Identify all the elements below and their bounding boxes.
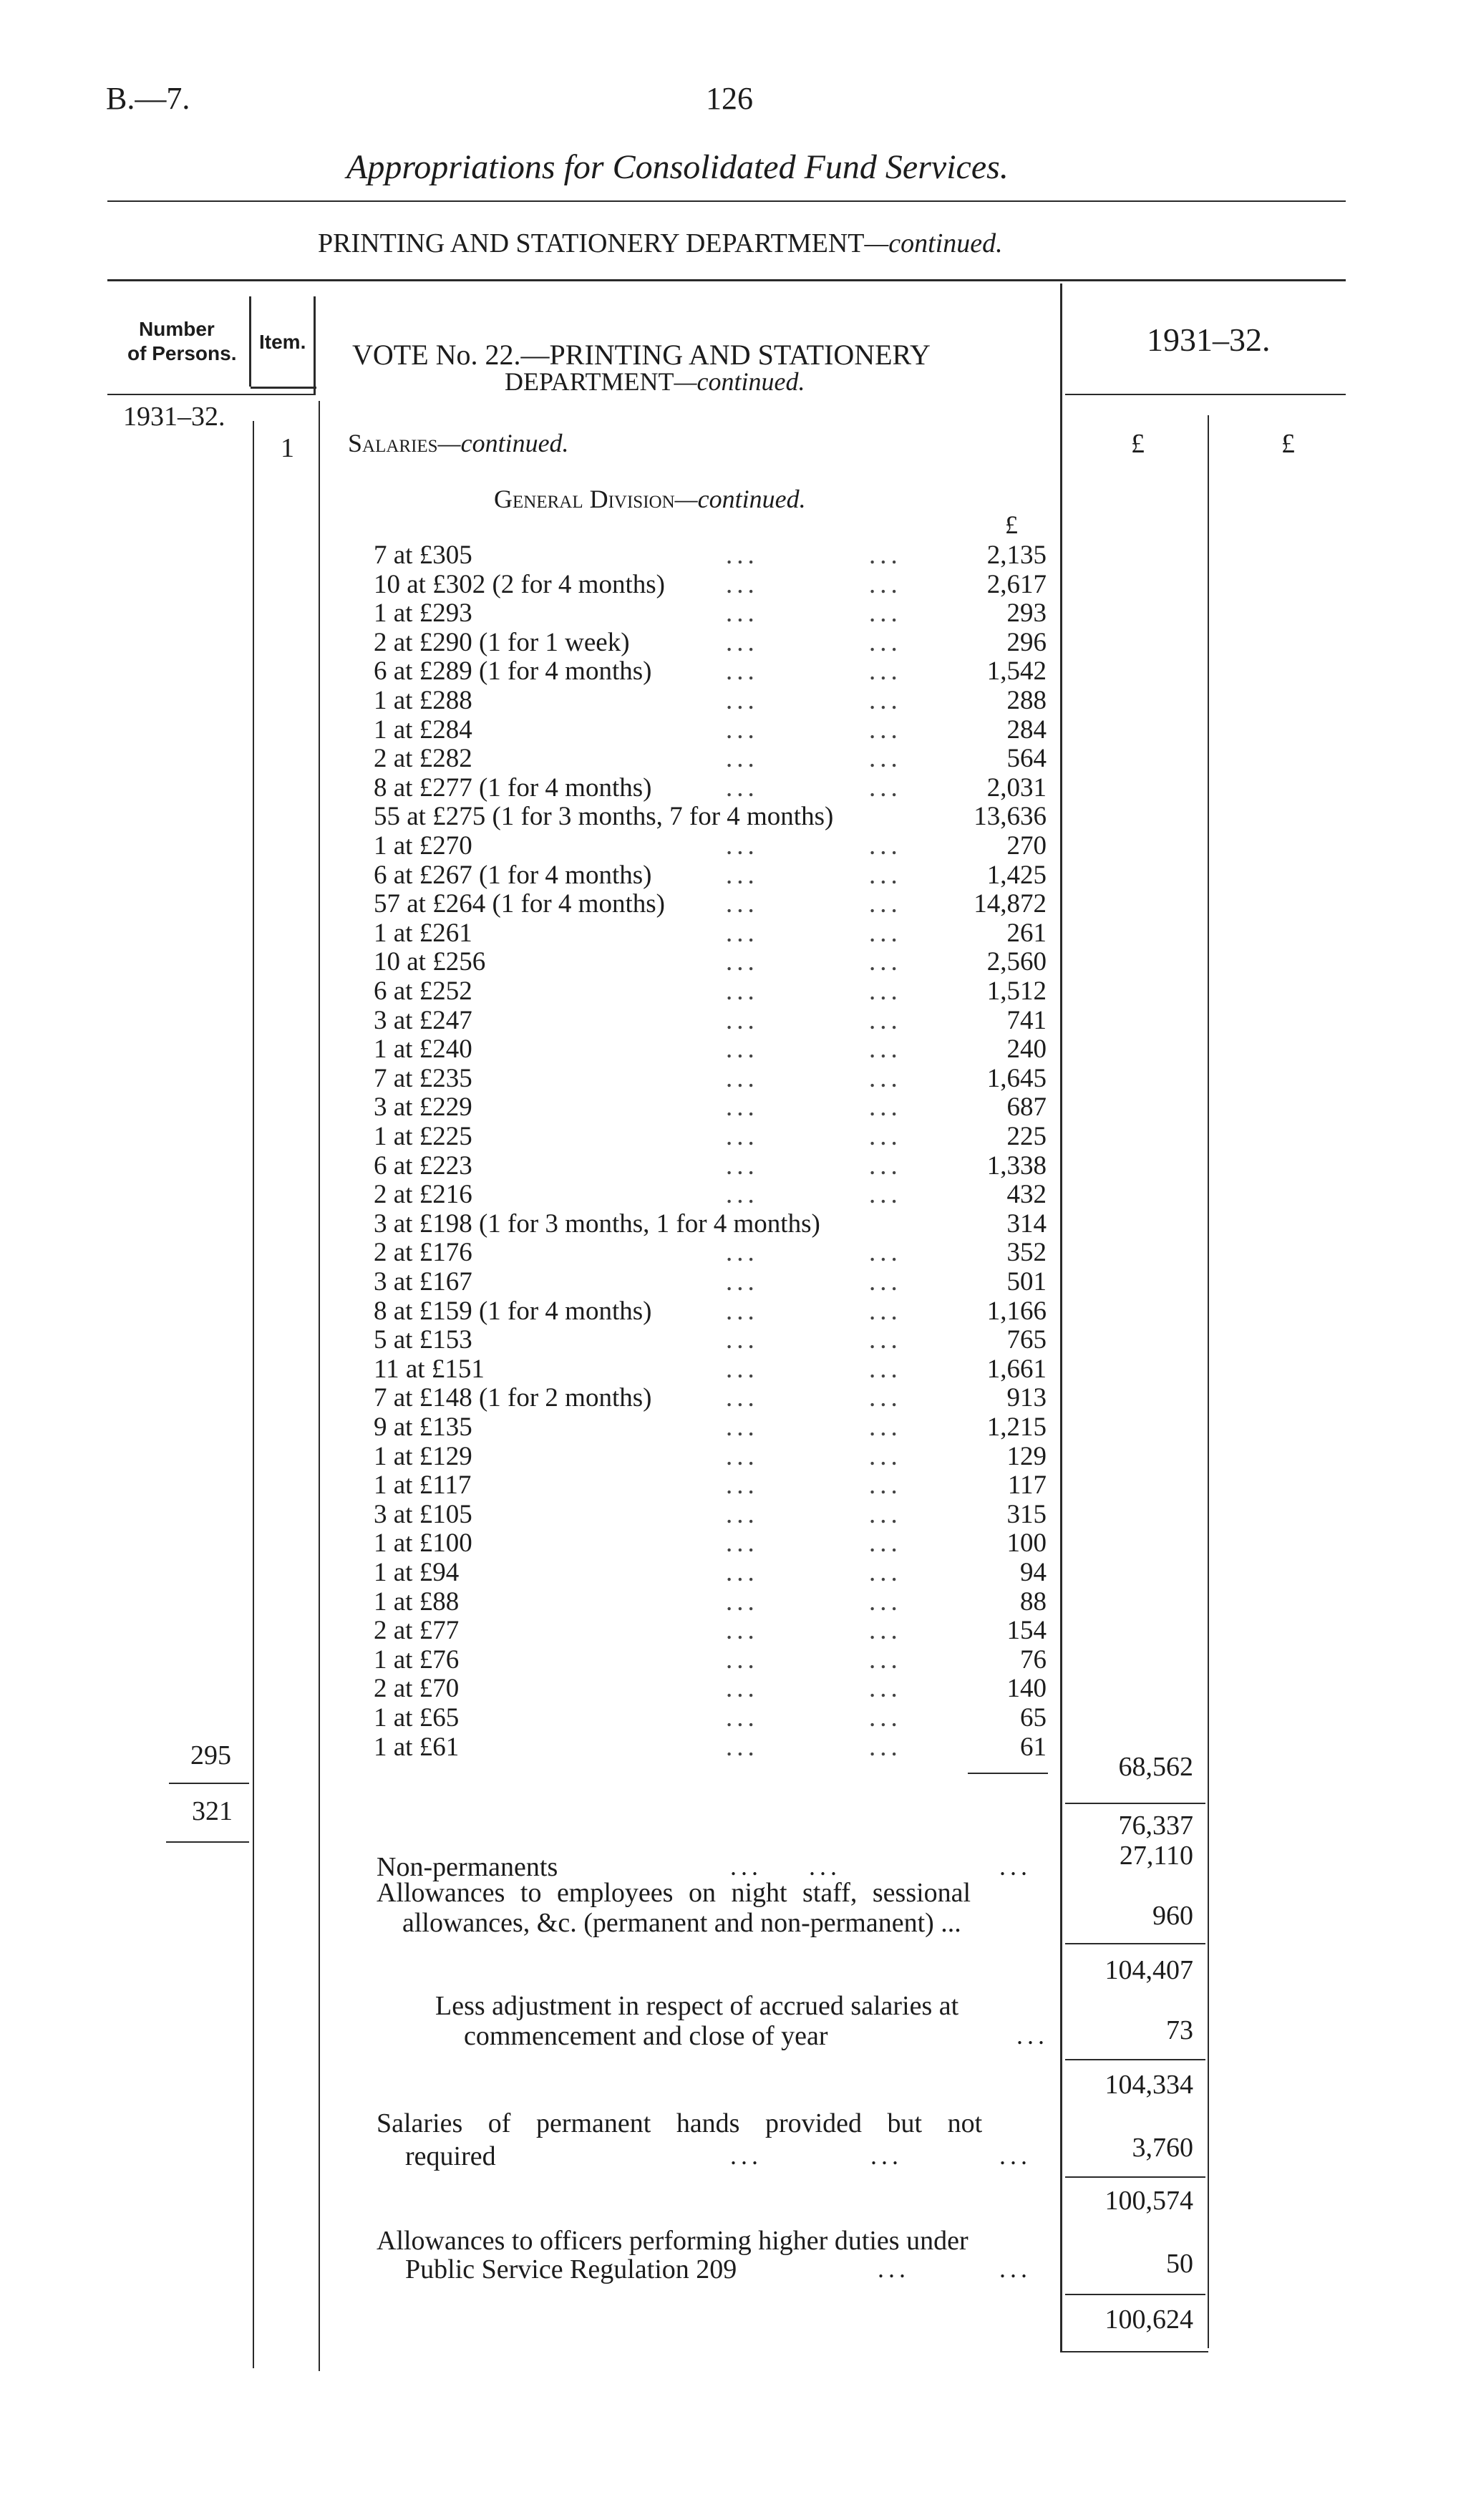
salaries-total: 76,337 — [1118, 1811, 1193, 1841]
row-leader-dots: ... — [869, 1442, 902, 1471]
row-label: 7 at £148 (1 for 2 months) — [374, 1383, 652, 1412]
table-row — [0, 1704, 1471, 1732]
vote-line2-text: DEPARTMENT — [505, 367, 674, 396]
col-persons-line1: Number — [139, 318, 215, 340]
row-amount: 1,425 — [986, 861, 1047, 890]
row-label: 6 at £289 (1 for 4 months) — [374, 656, 652, 686]
row-label: 6 at £267 (1 for 4 months) — [374, 861, 652, 890]
persons-subtotal: 295 — [190, 1740, 231, 1770]
row-label: 1 at £240 — [374, 1034, 472, 1064]
row-leader-dots: ... — [726, 831, 759, 861]
row-leader-dots: ... — [869, 1034, 902, 1064]
row-amount: 913 — [1006, 1383, 1047, 1412]
row-amount: 284 — [1006, 715, 1047, 745]
row-label: 2 at £216 — [374, 1180, 472, 1209]
row-leader-dots: ... — [869, 1587, 902, 1617]
row-label: 8 at £277 (1 for 4 months) — [374, 773, 652, 803]
table-row — [0, 657, 1471, 686]
row-leader-dots: ... — [726, 1500, 759, 1529]
table-row — [0, 1239, 1471, 1267]
row-leader-dots: ... — [869, 773, 902, 803]
row-label: 2 at £282 — [374, 744, 472, 773]
row-leader-dots: ... — [726, 541, 759, 570]
header-bottom-rule-left — [107, 394, 315, 395]
row-leader-dots: ... — [726, 744, 759, 773]
row-leader-dots: ... — [726, 1325, 759, 1354]
salaries-heading-text: Salaries — [348, 429, 438, 457]
col-persons-line2: of Persons. — [127, 342, 237, 364]
row-amount: 117 — [1007, 1470, 1047, 1500]
table-row — [0, 541, 1471, 570]
row-label: 1 at £284 — [374, 715, 472, 745]
row-leader-dots: ... — [726, 889, 759, 919]
row-leader-dots: ... — [726, 1412, 759, 1442]
row-leader-dots: ... — [726, 773, 759, 803]
row-label: 1 at £270 — [374, 831, 472, 861]
less-dots: ... — [1016, 2021, 1049, 2050]
non-permanents-dots-c: ... — [999, 1852, 1031, 1881]
page-number: 126 — [706, 81, 753, 116]
row-label: 55 at £275 (1 for 3 months, 7 for 4 months) — [374, 802, 834, 831]
table-row — [0, 1007, 1471, 1035]
table-row — [0, 774, 1471, 803]
row-leader-dots: ... — [726, 1383, 759, 1412]
table-row — [0, 1355, 1471, 1384]
higher-amount: 50 — [1166, 2249, 1193, 2279]
currency-col1: £ — [1131, 429, 1145, 459]
general-division-total: 68,562 — [1118, 1752, 1193, 1782]
inner-currency: £ — [1005, 510, 1018, 539]
row-leader-dots: ... — [869, 1151, 902, 1181]
row-leader-dots: ... — [726, 1732, 759, 1762]
row-label: 1 at £76 — [374, 1645, 460, 1675]
row-amount: 432 — [1006, 1180, 1047, 1209]
less-line1: Less adjustment in respect of accrued salaries at — [435, 1991, 959, 2021]
row-leader-dots: ... — [726, 570, 759, 599]
table-row — [0, 1297, 1471, 1326]
table-row — [0, 745, 1471, 773]
allowances-amount: 960 — [1152, 1901, 1193, 1931]
table-row — [0, 832, 1471, 861]
table-row — [0, 1093, 1471, 1122]
row-label: 1 at £129 — [374, 1442, 472, 1471]
row-leader-dots: ... — [869, 1732, 902, 1762]
general-division-cont: —continued. — [674, 485, 806, 513]
vote-line2 — [505, 367, 805, 397]
row-leader-dots: ... — [869, 947, 902, 976]
year-heading: 1931–32. — [1147, 321, 1271, 358]
row-leader-dots: ... — [726, 1558, 759, 1587]
grand-total: 100,624 — [1105, 2305, 1193, 2335]
persons-col-rule — [249, 296, 251, 387]
row-label: 7 at £305 — [374, 541, 472, 570]
row-amount: 76 — [1020, 1645, 1047, 1675]
row-leader-dots: ... — [869, 686, 902, 715]
persons-total-rule — [166, 1841, 249, 1843]
row-amount: 2,560 — [986, 947, 1047, 976]
table-row — [0, 1181, 1471, 1209]
row-amount: 240 — [1006, 1034, 1047, 1064]
row-leader-dots: ... — [726, 1354, 759, 1384]
section-title — [318, 228, 1003, 259]
row-amount: 296 — [1006, 628, 1047, 657]
table-row — [0, 599, 1471, 628]
row-leader-dots: ... — [869, 744, 902, 773]
table-row — [0, 1326, 1471, 1354]
row-leader-dots: ... — [869, 919, 902, 948]
row-amount: 13,636 — [974, 802, 1047, 831]
row-leader-dots: ... — [869, 541, 902, 570]
provided-dots-c: ... — [999, 2141, 1031, 2170]
table-row — [0, 1529, 1471, 1558]
row-amount: 1,645 — [986, 1064, 1047, 1093]
row-leader-dots: ... — [726, 1034, 759, 1064]
vote-line2-cont: —continued. — [674, 367, 805, 396]
row-label: 1 at £88 — [374, 1587, 460, 1617]
row-leader-dots: ... — [869, 570, 902, 599]
table-top-rule — [107, 279, 1346, 281]
row-label: 2 at £290 (1 for 1 week) — [374, 628, 630, 657]
provided-amount: 3,760 — [1132, 2133, 1193, 2163]
row-leader-dots: ... — [726, 1645, 759, 1675]
provided-dots-b: ... — [870, 2141, 903, 2170]
row-leader-dots: ... — [726, 1064, 759, 1093]
row-label: 6 at £252 — [374, 976, 472, 1006]
row-amount: 2,617 — [986, 570, 1047, 599]
row-label: 10 at £256 — [374, 947, 486, 976]
row-label: 2 at £176 — [374, 1238, 472, 1267]
row-leader-dots: ... — [726, 976, 759, 1006]
row-leader-dots: ... — [869, 1267, 902, 1297]
row-amount: 564 — [1006, 744, 1047, 773]
table-row — [0, 1268, 1471, 1297]
row-amount: 154 — [1006, 1616, 1047, 1645]
row-leader-dots: ... — [726, 1297, 759, 1326]
subtotal3-rule — [1065, 2176, 1205, 2178]
table-row — [0, 1617, 1471, 1645]
row-label: 57 at £264 (1 for 4 months) — [374, 889, 665, 919]
page-ref: B.—7. — [106, 81, 190, 116]
row-leader-dots: ... — [726, 1442, 759, 1471]
row-amount: 61 — [1020, 1732, 1047, 1762]
row-leader-dots: ... — [869, 1528, 902, 1558]
row-amount: 1,542 — [986, 656, 1047, 686]
table-row — [0, 1471, 1471, 1500]
row-leader-dots: ... — [726, 1470, 759, 1500]
row-label: 3 at £247 — [374, 1006, 472, 1035]
section-title-text: PRINTING AND STATIONERY DEPARTMENT — [318, 228, 865, 258]
row-leader-dots: ... — [726, 1180, 759, 1209]
row-leader-dots: ... — [726, 1151, 759, 1181]
vote-line1: VOTE No. 22.—PRINTING AND STATIONERY — [352, 339, 931, 371]
row-label: 1 at £117 — [374, 1470, 472, 1500]
table-row — [0, 1501, 1471, 1529]
row-leader-dots: ... — [726, 715, 759, 745]
table-row — [0, 687, 1471, 715]
row-leader-dots: ... — [726, 1267, 759, 1297]
table-row — [0, 1588, 1471, 1617]
row-leader-dots: ... — [726, 1587, 759, 1617]
table-row — [0, 977, 1471, 1006]
table-row — [0, 890, 1471, 919]
table-row — [0, 1413, 1471, 1442]
row-leader-dots: ... — [869, 1006, 902, 1035]
row-leader-dots: ... — [869, 628, 902, 657]
row-leader-dots: ... — [869, 1122, 902, 1151]
allowances-line1: Allowances to employees on night staff, sessional — [377, 1878, 971, 1908]
table-row — [0, 1035, 1471, 1064]
provided-line1: Salaries of permanent hands provided but not — [377, 2108, 983, 2138]
salaries-heading — [348, 428, 569, 458]
row-amount: 65 — [1020, 1703, 1047, 1732]
row-leader-dots: ... — [869, 1383, 902, 1412]
row-amount: 129 — [1006, 1442, 1047, 1471]
row-leader-dots: ... — [869, 1558, 902, 1587]
row-leader-dots: ... — [869, 1238, 902, 1267]
table-row — [0, 1675, 1471, 1703]
row-label: 1 at £288 — [374, 686, 472, 715]
row-amount: 1,661 — [986, 1354, 1047, 1384]
row-leader-dots: ... — [726, 1006, 759, 1035]
row-amount: 687 — [1006, 1092, 1047, 1122]
table-row — [0, 571, 1471, 599]
subtotal2-rule — [1065, 2059, 1205, 2060]
row-amount: 352 — [1006, 1238, 1047, 1267]
subtotal2: 104,334 — [1105, 2070, 1193, 2100]
row-label: 1 at £293 — [374, 598, 472, 628]
non-permanents-dots: ... — [730, 1852, 762, 1881]
header-rule — [107, 200, 1346, 202]
row-amount: 315 — [1006, 1500, 1047, 1529]
persons-year: 1931–32. — [123, 402, 225, 432]
section-title-cont: —continued. — [864, 228, 1003, 258]
row-amount: 741 — [1006, 1006, 1047, 1035]
row-label: 5 at £153 — [374, 1325, 472, 1354]
item-number: 1 — [281, 433, 294, 463]
table-row — [0, 1559, 1471, 1587]
row-label: 3 at £198 (1 for 3 months, 1 for 4 months) — [374, 1209, 820, 1239]
row-leader-dots: ... — [869, 656, 902, 686]
row-leader-dots: ... — [869, 1500, 902, 1529]
table-row — [0, 1152, 1471, 1181]
row-label: 1 at £100 — [374, 1528, 472, 1558]
row-label: 1 at £61 — [374, 1732, 460, 1762]
row-leader-dots: ... — [869, 1645, 902, 1675]
row-label: 3 at £105 — [374, 1500, 472, 1529]
row-label: 10 at £302 (2 for 4 months) — [374, 570, 665, 599]
row-leader-dots: ... — [869, 861, 902, 890]
row-leader-dots: ... — [869, 976, 902, 1006]
table-row — [0, 1210, 1471, 1239]
row-leader-dots: ... — [726, 1528, 759, 1558]
row-amount: 94 — [1020, 1558, 1047, 1587]
row-amount: 88 — [1020, 1587, 1047, 1617]
table-row — [0, 716, 1471, 745]
row-amount: 100 — [1006, 1528, 1047, 1558]
row-label: 8 at £159 (1 for 4 months) — [374, 1297, 652, 1326]
non-permanents-dots-b: ... — [809, 1852, 841, 1881]
grand-total-rule-bottom — [1061, 2351, 1208, 2352]
item-col-rule-a — [314, 296, 316, 395]
row-amount: 1,338 — [986, 1151, 1047, 1181]
currency-col2: £ — [1281, 429, 1295, 459]
row-leader-dots: ... — [869, 1703, 902, 1732]
allowances-line2: allowances, &c. (permanent and non-permanent) ... — [402, 1908, 961, 1938]
row-leader-dots: ... — [726, 1616, 759, 1645]
row-leader-dots: ... — [869, 1325, 902, 1354]
row-amount: 2,031 — [986, 773, 1047, 803]
row-amount: 225 — [1006, 1122, 1047, 1151]
row-amount: 1,215 — [986, 1412, 1047, 1442]
grand-total-rule-top — [1065, 2294, 1205, 2295]
row-leader-dots: ... — [726, 1092, 759, 1122]
row-amount: 270 — [1006, 831, 1047, 861]
row-leader-dots: ... — [726, 1122, 759, 1151]
row-label: 1 at £261 — [374, 919, 472, 948]
row-leader-dots: ... — [869, 1354, 902, 1384]
gd-total-rule — [1065, 1803, 1205, 1804]
row-leader-dots: ... — [869, 1412, 902, 1442]
row-leader-dots: ... — [726, 1703, 759, 1732]
col-item: Item. — [259, 331, 306, 353]
table-row — [0, 1384, 1471, 1412]
less-line2: commencement and close of year — [464, 2021, 828, 2051]
table-row — [0, 919, 1471, 948]
row-amount: 2,135 — [986, 541, 1047, 570]
table-row — [0, 861, 1471, 890]
row-leader-dots: ... — [869, 889, 902, 919]
running-title: Appropriations for Consolidated Fund Services. — [346, 148, 1009, 186]
row-leader-dots: ... — [726, 656, 759, 686]
row-label: 2 at £77 — [374, 1616, 460, 1645]
row-leader-dots: ... — [726, 628, 759, 657]
row-label: 1 at £65 — [374, 1703, 460, 1732]
table-row — [0, 1443, 1471, 1471]
persons-total: 321 — [192, 1796, 233, 1826]
row-leader-dots: ... — [726, 1238, 759, 1267]
row-amount: 1,512 — [986, 976, 1047, 1006]
table-row — [0, 1065, 1471, 1093]
higher-dots-a: ... — [878, 2254, 910, 2283]
row-leader-dots: ... — [869, 1180, 902, 1209]
row-label: 2 at £70 — [374, 1674, 460, 1703]
row-label: 6 at £223 — [374, 1151, 472, 1181]
less-amount: 73 — [1166, 2015, 1193, 2045]
row-leader-dots: ... — [726, 861, 759, 890]
row-leader-dots: ... — [726, 598, 759, 628]
row-amount: 314 — [1006, 1209, 1047, 1239]
row-label: 11 at £151 — [374, 1354, 485, 1384]
higher-line1: Allowances to officers performing higher duties under — [377, 2226, 968, 2256]
row-label: 3 at £167 — [374, 1267, 472, 1297]
row-amount: 765 — [1006, 1325, 1047, 1354]
row-amount: 140 — [1006, 1674, 1047, 1703]
row-amount: 293 — [1006, 598, 1047, 628]
row-amount: 501 — [1006, 1267, 1047, 1297]
gd-sum-rule — [968, 1773, 1048, 1774]
row-leader-dots: ... — [869, 1092, 902, 1122]
row-leader-dots: ... — [726, 1674, 759, 1703]
row-leader-dots: ... — [869, 1297, 902, 1326]
row-label: 1 at £94 — [374, 1558, 460, 1587]
row-leader-dots: ... — [869, 1616, 902, 1645]
persons-subtotal-rule — [169, 1783, 249, 1784]
row-leader-dots: ... — [726, 919, 759, 948]
row-leader-dots: ... — [726, 686, 759, 715]
row-leader-dots: ... — [869, 1470, 902, 1500]
row-leader-dots: ... — [869, 1674, 902, 1703]
row-amount: 1,166 — [986, 1297, 1047, 1326]
row-label: 9 at £135 — [374, 1412, 472, 1442]
row-label: 7 at £235 — [374, 1064, 472, 1093]
general-division-text: General Division — [494, 485, 675, 513]
row-leader-dots: ... — [869, 598, 902, 628]
provided-line2: required — [405, 2141, 496, 2171]
row-leader-dots: ... — [869, 1064, 902, 1093]
salaries-heading-cont: —continued. — [437, 429, 569, 457]
row-leader-dots: ... — [869, 715, 902, 745]
header-bottom-rule-item — [251, 387, 316, 389]
non-permanents-amount: 27,110 — [1119, 1841, 1193, 1871]
table-row — [0, 1123, 1471, 1151]
provided-dots-a: ... — [730, 2141, 762, 2170]
table-row — [0, 1646, 1471, 1675]
row-amount: 14,872 — [974, 889, 1047, 919]
subtotal1: 104,407 — [1105, 1955, 1193, 1985]
row-amount: 261 — [1006, 919, 1047, 948]
general-division-heading — [494, 484, 806, 514]
non-permanents-label: Non-permanents — [377, 1852, 558, 1882]
row-label: 3 at £229 — [374, 1092, 472, 1122]
row-leader-dots: ... — [726, 947, 759, 976]
higher-dots-b: ... — [999, 2254, 1031, 2283]
table-row — [0, 629, 1471, 657]
row-leader-dots: ... — [869, 831, 902, 861]
table-row — [0, 803, 1471, 831]
row-label: 1 at £225 — [374, 1122, 472, 1151]
header-bottom-rule-right — [1065, 394, 1346, 395]
table-row — [0, 948, 1471, 976]
row-amount: 288 — [1006, 686, 1047, 715]
subtotal1-rule — [1065, 1943, 1205, 1944]
subtotal3: 100,574 — [1105, 2186, 1193, 2216]
higher-line2: Public Service Regulation 209 — [405, 2254, 737, 2284]
